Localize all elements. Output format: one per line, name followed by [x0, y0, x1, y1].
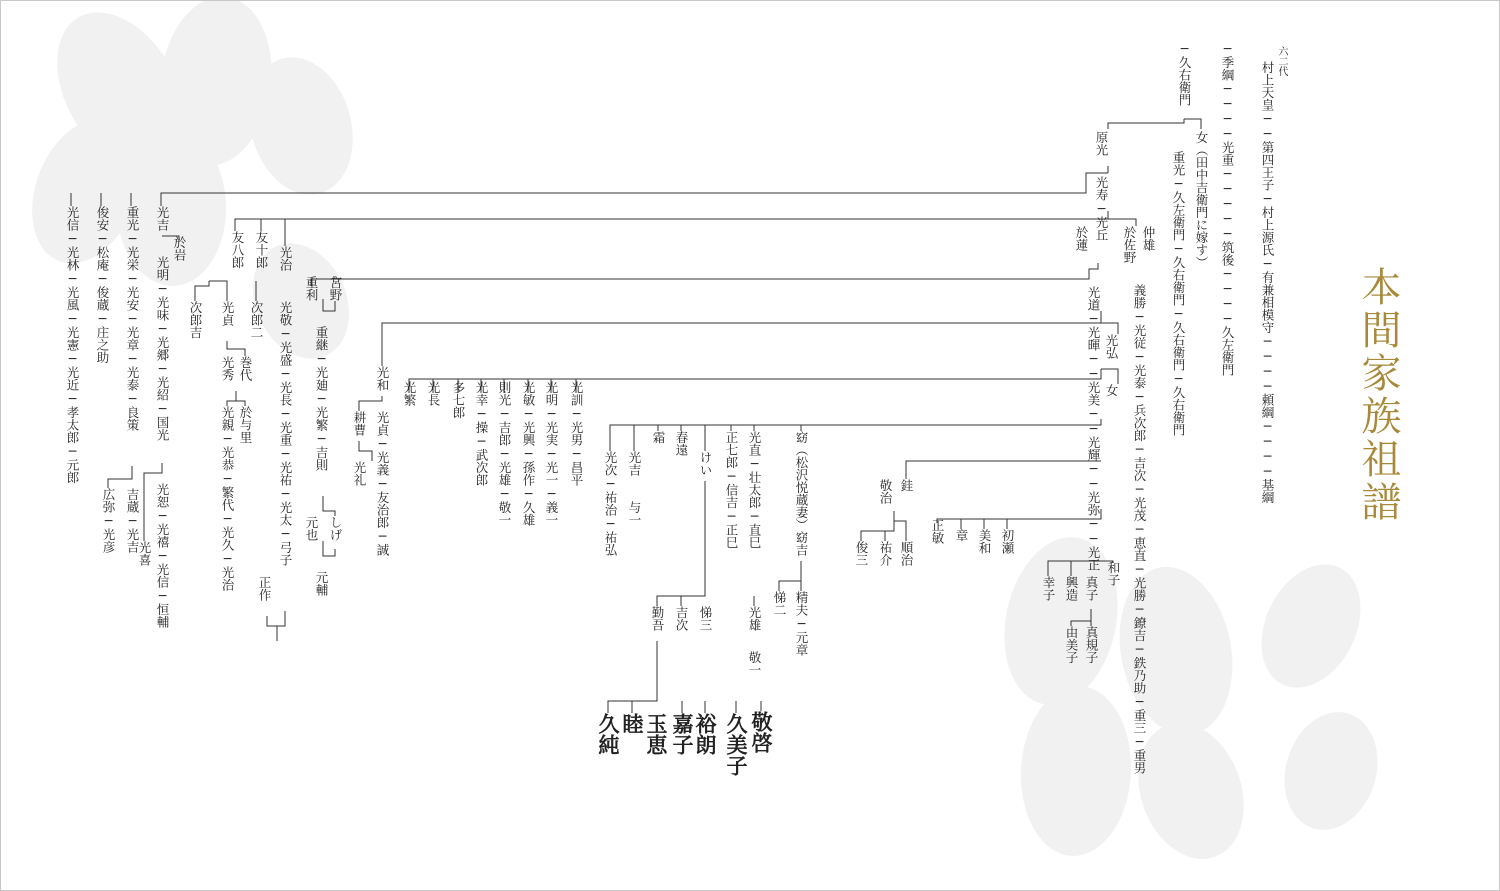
name-column: 光繁 — [402, 381, 417, 406]
name-column: 祐介 — [878, 541, 893, 566]
name-column: 真規子 — [1084, 626, 1099, 664]
name-column: 悌三 — [698, 606, 713, 631]
name-column: 和子 — [1106, 561, 1121, 586]
name-column: 次郎二 — [249, 301, 264, 339]
tree-line — [894, 511, 906, 541]
name-column: 光雄 — [747, 606, 762, 631]
tree-line — [209, 281, 227, 301]
name-column: 窈（松沢悦蔵妻）窈吉 — [794, 431, 809, 556]
name-column: 光弘 — [1104, 334, 1119, 359]
tree-line — [1101, 369, 1118, 384]
name-column: 元也 — [304, 516, 319, 541]
name-column: けい — [698, 451, 713, 476]
name-column: 光治 — [278, 246, 293, 271]
tree-line — [906, 461, 1101, 479]
name-column: 光礼 — [352, 461, 367, 486]
tree-line — [311, 263, 1098, 286]
name-column: 悌二 — [772, 591, 787, 616]
name-column: 正七郎─信吉─正巳 — [724, 431, 739, 549]
tree-line — [657, 481, 705, 606]
name-column: 初瀬 — [1000, 529, 1015, 554]
name-column: 真子 — [1084, 576, 1099, 601]
name-column: 章 — [954, 529, 969, 542]
name-column: 光貞 — [220, 301, 235, 326]
tree-line — [382, 311, 1101, 366]
name-column: 女（田中吉衛門に嫁す） — [1194, 131, 1209, 269]
name-column: 光貞─光義─友治郎─誠 — [375, 411, 390, 556]
name-column: 於佐野 — [1122, 226, 1137, 264]
name-column: 光長 — [426, 381, 441, 406]
name-column: 巻代 — [238, 356, 253, 381]
name-column: 興造 — [1064, 576, 1079, 601]
name-column: 光敏─光興─孫作─久雄 — [521, 381, 536, 526]
tree-line — [409, 369, 1101, 393]
name-column: 光訓─光男─昌平 — [569, 381, 584, 486]
name-column: 光吉 — [155, 206, 170, 231]
tree-line — [937, 509, 1101, 523]
name-column: 光親─光恭─繁代─光久─光治 — [220, 406, 235, 591]
tree-line — [161, 173, 1108, 206]
name-column: 広弥─光彦 — [101, 488, 116, 553]
name-column: 光幸─操─武次郎 — [474, 381, 489, 486]
page-title: 本間家族祖譜 — [1355, 266, 1401, 524]
name-column: 吉蔵─光吉 — [125, 488, 140, 553]
name-column: 光敬─光盛─光長─光重─光祐─光太─弓子 — [278, 301, 293, 566]
name-column: 光次─祐治─祐弘 — [603, 451, 618, 556]
name-column: 銈 — [899, 479, 914, 492]
name-column: 仲雄 — [1141, 226, 1156, 251]
name-column: 敬啓 — [749, 711, 774, 753]
name-column: 重利 — [304, 276, 319, 301]
name-column: 吉次 — [674, 606, 689, 631]
name-column: しげ — [328, 516, 343, 541]
tree-line — [1108, 211, 1136, 226]
name-column: 敬治 — [878, 479, 893, 504]
tree-line — [235, 219, 1108, 231]
tree-line — [1101, 323, 1118, 334]
name-column: 俊三 — [854, 541, 869, 566]
name-column: 重継─光廸─光繁─吉則 — [314, 326, 329, 471]
name-column: 嘉子 — [670, 713, 695, 755]
tree-line — [227, 341, 245, 356]
name-column: 俊安─松庵─俊蔵─庄之助 — [95, 206, 110, 364]
name-column: 久美子 — [724, 713, 749, 776]
name-column: 原光 — [1094, 131, 1109, 156]
name-column: 友十郎 — [254, 231, 269, 269]
name-column: 光明─光味─光郷─光紹─国光 — [155, 256, 170, 441]
name-column: 精夫─元章 — [794, 591, 809, 656]
tree-line — [359, 396, 382, 411]
tree-line — [195, 281, 209, 301]
name-column: ─季綱────光重─────筑後────久左衛門 — [1220, 41, 1235, 376]
name-column: 友八郎 — [230, 231, 245, 269]
name-column: 光和 — [375, 366, 390, 391]
name-column: 睦 — [620, 713, 645, 734]
name-column: 光直─壮太郎─直巳 — [747, 431, 762, 549]
name-column: 春遠 — [674, 431, 689, 456]
name-column: 光道─光暉──光美──光輝──光弥──光正 — [1086, 286, 1101, 571]
name-column: 光明─光実─光一─義一 — [544, 381, 559, 526]
name-column: 幸子 — [1041, 576, 1056, 601]
name-column: 重光─光栄─光安─光章─光泰─良策 — [125, 206, 140, 431]
name-column: 光恕─光禧─光信─恒輔 — [155, 483, 170, 628]
name-column: 由美子 — [1064, 626, 1079, 664]
name-column: 順治 — [899, 541, 914, 566]
name-column: 村上天皇──第四王子─村上源氏─有兼相模守────頼綱────基綱 — [1260, 61, 1275, 504]
tree-line — [779, 561, 801, 591]
name-column: 光寿─光丘 — [1094, 176, 1109, 241]
tree-line — [1184, 119, 1201, 129]
name-column: 則光─吉郎─光雄─敬一 — [497, 381, 512, 526]
name-column: 光秀 — [220, 356, 235, 381]
name-column: 光喜 — [137, 541, 152, 566]
tree-line — [236, 391, 245, 406]
tree-line — [267, 611, 285, 626]
tree-line — [334, 263, 1098, 279]
tree-line — [1071, 609, 1091, 626]
name-column: 与一 — [627, 501, 642, 526]
name-column: 耕曹 — [352, 411, 367, 436]
tree-line — [1108, 119, 1184, 129]
name-column: 多七郎 — [451, 381, 466, 419]
tree-line — [108, 466, 132, 488]
tree-line — [323, 541, 335, 556]
name-column: 敬一 — [747, 651, 762, 676]
tree-line — [861, 521, 894, 541]
name-column: 光吉 — [627, 451, 642, 476]
generation-label: 六二代 — [1276, 46, 1287, 76]
name-column: 玉恵 — [644, 713, 669, 755]
tree-line — [359, 441, 372, 461]
name-column: 義勝─光従─光泰─兵次郎─吉次─光茂─恵直─光勝─鐐吉─鉄乃助─重三─重男 — [1132, 284, 1147, 774]
name-column: ─久右衛門 — [1177, 41, 1192, 106]
name-column: 裕朗 — [693, 713, 718, 755]
name-column: 於蓮 — [1074, 226, 1089, 251]
name-column: 正敏 — [930, 519, 945, 544]
tree-line — [323, 496, 335, 516]
name-column: 光信─光林─光風─光憲─光近─孝太郎─元郎 — [65, 206, 80, 484]
name-column: 宮野 — [328, 276, 343, 301]
name-column: 次郎吉 — [188, 301, 203, 339]
name-column: 元輔 — [314, 571, 329, 596]
name-column: 正作 — [257, 576, 272, 601]
name-column: 於与里 — [238, 406, 253, 444]
name-column: 於岩 — [172, 236, 187, 261]
name-column: 霜 — [651, 431, 666, 444]
name-column: 勤吾 — [650, 606, 665, 631]
name-column: 久純 — [596, 713, 621, 755]
name-column: 美和 — [977, 529, 992, 554]
name-column: 女 — [1104, 384, 1119, 397]
name-column: 重光─久左衛門─久右衛門─久右衛門─久右衛門 — [1171, 151, 1186, 436]
